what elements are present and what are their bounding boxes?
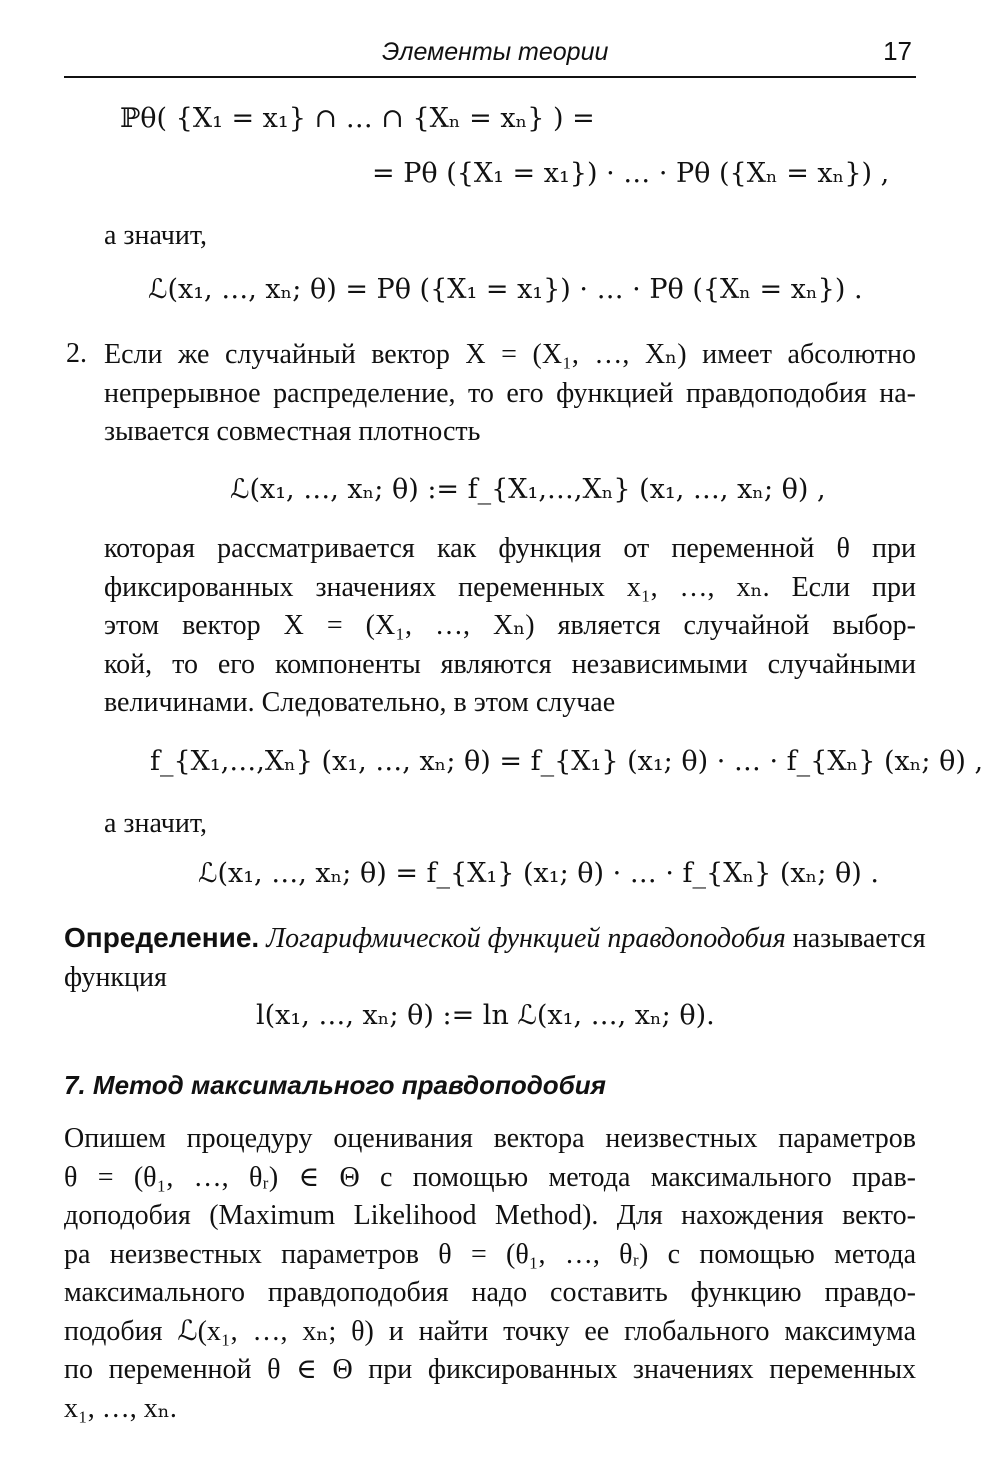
definition-italic-term: Логарифмической функцией правдоподобия xyxy=(266,923,786,954)
formula-likelihood-continuous: ℒ(x₁, …, xₙ; θ) = f_{X₁} (x₁; θ) · … · f_{Xₙ} (xₙ; θ) . xyxy=(198,858,879,889)
list-item-number: 2. xyxy=(66,338,87,369)
text-line: величинами. Следовательно, в этом случае xyxy=(104,687,616,718)
text-line: доподобия (Maximum Likelihood Method). Для нахождения векто- xyxy=(64,1200,916,1231)
running-title: Элементы теории xyxy=(382,38,609,66)
text-line: по переменной θ ∈ Θ при фиксированных значениях переменных xyxy=(64,1354,916,1385)
formula-density-product: f_{X₁,…,Xₙ} (x₁, …, xₙ; θ) = f_{X₁} (x₁; θ) · … · f_{Xₙ} (xₙ; θ) , xyxy=(150,746,984,777)
section-paragraph xyxy=(64,1120,916,1428)
definition-line-2: функция xyxy=(64,962,167,993)
formula-probability-intersection: ℙθ( {X₁ = x₁} ∩ … ∩ {Xₙ = xₙ} ) = xyxy=(120,103,595,134)
text-line: ра неизвестных параметров θ = (θ₁, …, θᵣ) с помощью метода xyxy=(64,1238,916,1270)
text-line: подобия ℒ(x₁, …, xₙ; θ) и найти точку ее глобального максимума xyxy=(64,1315,916,1347)
text-line: зывается совместная плотность xyxy=(104,416,481,447)
formula-probability-product: = Pθ ({X₁ = x₁}) · … · Pθ ({Xₙ = xₙ}) , xyxy=(372,158,890,189)
item2-continuation-paragraph xyxy=(104,530,916,723)
text-line: кой, то его компоненты являются независимыми случайными xyxy=(104,648,916,680)
text-line: непрерывное распределение, то его функцией правдоподобия на- xyxy=(104,377,916,409)
formula-joint-density: ℒ(x₁, …, xₙ; θ) := f_{X₁,…,Xₙ} (x₁, …, xₙ; θ) , xyxy=(230,474,826,505)
definition-term: Определение. xyxy=(64,922,260,953)
hence-text-1: а значит, xyxy=(104,220,207,251)
text-line: максимального правдоподобия надо составить функцию правдо- xyxy=(64,1277,916,1308)
text-line: фиксированных значениях переменных x₁, …, xₙ. Если при xyxy=(104,571,916,603)
definition-rest: называется xyxy=(792,923,926,954)
definition-line xyxy=(64,922,926,955)
text-line: θ = (θ₁, …, θᵣ) ∈ Θ с помощью метода максимального прав- xyxy=(64,1161,916,1193)
page-number: 17 xyxy=(883,36,912,66)
section-title: 7. Метод максимального правдоподобия xyxy=(64,1070,606,1100)
item2-paragraph xyxy=(104,336,916,452)
formula-likelihood-discrete: ℒ(x₁, …, xₙ; θ) = Pθ ({X₁ = x₁}) · … · Pθ ({Xₙ = xₙ}) . xyxy=(148,274,863,305)
hence-text-2: а значит, xyxy=(104,808,207,839)
text-line: x₁, …, xₙ. xyxy=(64,1392,177,1424)
text-line: Опишем процедуру оценивания вектора неизвестных параметров xyxy=(64,1123,916,1154)
page-header xyxy=(64,34,916,78)
text-line: которая рассматривается как функция от переменной θ при xyxy=(104,533,916,564)
text-line: Если же случайный вектор X = (X₁, …, Xₙ) имеет абсолютно xyxy=(104,339,916,370)
formula-log-likelihood: l(x₁, …, xₙ; θ) := ln ℒ(x₁, …, xₙ; θ). xyxy=(256,1000,715,1031)
text-line: этом вектор X = (X₁, …, Xₙ) является случайной выбор- xyxy=(104,610,916,641)
